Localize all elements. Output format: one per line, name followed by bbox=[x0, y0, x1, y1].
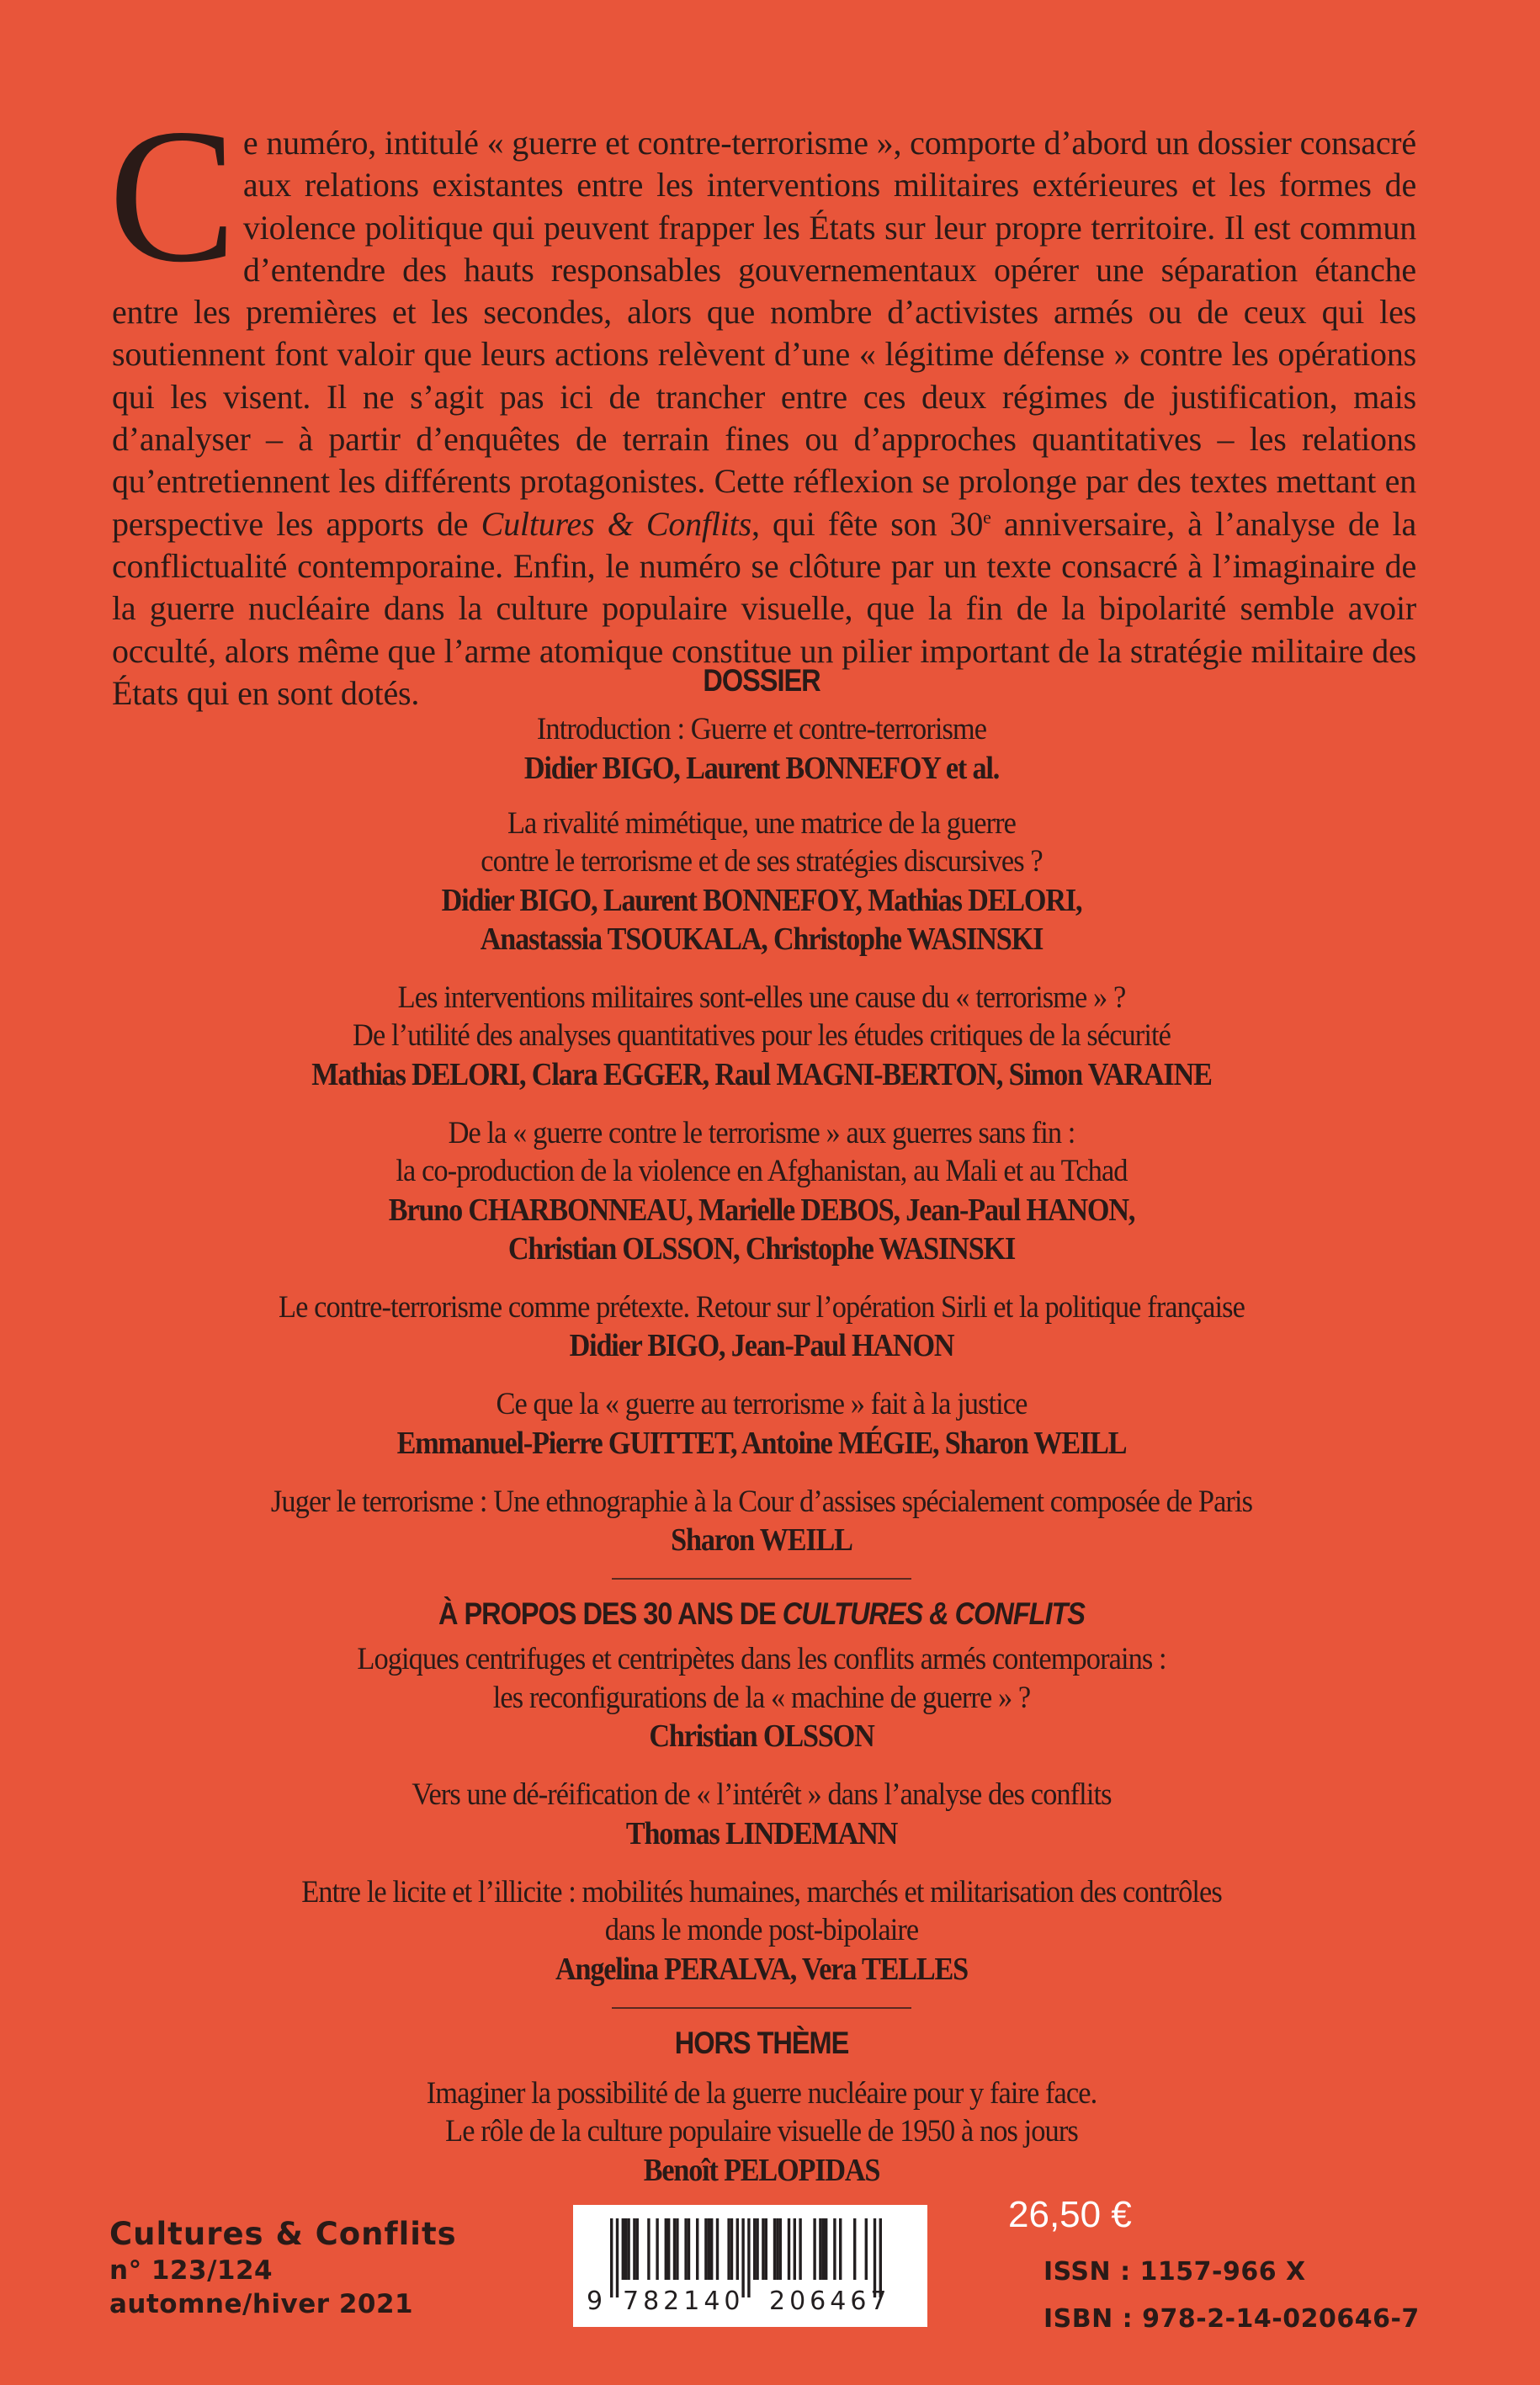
intro-paragraph bbox=[109, 90, 1416, 714]
barcode-bar bbox=[762, 2218, 764, 2280]
barcode-bar bbox=[716, 2218, 719, 2280]
barcode-bar bbox=[736, 2218, 739, 2280]
toc-entry bbox=[109, 805, 1414, 959]
barcode-bar bbox=[704, 2218, 707, 2280]
entry-title: Vers une dé-réification de « l’intérêt » dans l’analyse des conflits bbox=[412, 1777, 1112, 1812]
section-heading: DOSSIER bbox=[703, 663, 820, 698]
barcode-bar bbox=[788, 2218, 790, 2280]
barcode-bar bbox=[656, 2218, 658, 2280]
entry-authors: Angelina PERALVA, Vera TELLES bbox=[555, 1951, 969, 1987]
entry-title: La rivalité mimétique, une matrice de la guerre bbox=[507, 805, 1017, 841]
entry-authors: Mathias DELORI, Clara EGGER, Raul MAGNI-BERTON, Simon VARAINE bbox=[311, 1056, 1212, 1092]
drop-cap: C bbox=[109, 90, 236, 302]
entry-authors: Didier BIGO, Jean-Paul HANON bbox=[569, 1328, 954, 1363]
toc-entry bbox=[109, 979, 1414, 1094]
barcode-bar bbox=[727, 2218, 730, 2280]
heading-journal-title: CULTURES & CONFLITS bbox=[782, 1596, 1085, 1631]
barcode-bar bbox=[825, 2218, 827, 2280]
entry-authors: Benoît PELOPIDAS bbox=[643, 2152, 880, 2188]
barcode-bar bbox=[756, 2218, 758, 2280]
barcode-right-digits: 206467 bbox=[769, 2287, 891, 2316]
entry-title: Logiques centrifuges et centripètes dans les conflits armés contemporains : bbox=[357, 1642, 1166, 1676]
barcode-bar bbox=[776, 2218, 778, 2280]
entry-title: Le rôle de la culture populaire visuelle de 1950 à nos jours bbox=[445, 2114, 1078, 2149]
intro-text-1: e numéro, intitulé « guerre et contre-terrorisme », comporte d’abord un dossier consacré aux relations existantes entre les interventions militaires extérieures et les formes de violence politique qui peuvent frapper les États sur leur propre territoire. Il est commun d’entendre des hauts responsables gouvernementaux opérer une séparation étanche entre les premières et les secondes, alors que nombre d’activistes armés ou de ceux qui les soutiennent font valoir que leurs actions relèvent d’une « légitime défense » contre les opérations qui les visent. Il ne s’agit pas ici de trancher entre ces deux régimes de justification, mais d’analyser – à partir d’enquêtes de terrain fines ou d’approches quantitatives – les relations qu’entretiennent les différents protagonistes. Cette réflexion se prolonge par des textes mettant en perspective les apports de bbox=[112, 124, 1416, 543]
toc-entry bbox=[109, 710, 1414, 788]
entry-title: les reconfigurations de la « machine de guerre » ? bbox=[492, 1680, 1031, 1715]
entry-authors: Christian OLSSON bbox=[649, 1718, 874, 1754]
barcode-bar bbox=[865, 2218, 868, 2280]
table-of-contents bbox=[109, 661, 1414, 2190]
identifiers bbox=[1043, 2249, 1420, 2343]
toc-entry bbox=[109, 1640, 1414, 1756]
section-hors-theme bbox=[109, 2024, 1414, 2190]
barcode-first-digit: 9 bbox=[587, 2287, 603, 2316]
barcode-bar bbox=[710, 2218, 713, 2280]
price: 26,50 € bbox=[1008, 2194, 1132, 2235]
barcode-bar bbox=[633, 2218, 635, 2280]
entry-authors: Sharon WEILL bbox=[671, 1522, 852, 1558]
toc-entry bbox=[109, 1776, 1414, 1853]
intro-superscript: e bbox=[983, 506, 991, 528]
barcode-bar bbox=[730, 2218, 733, 2280]
entry-authors: Anastassia TSOUKALA, Christophe WASINSKI bbox=[480, 921, 1043, 957]
entry-title: contre le terrorisme et de ses stratégies discursives ? bbox=[481, 844, 1043, 879]
barcode-bar bbox=[773, 2218, 776, 2280]
entry-title: Le contre-terrorisme comme prétexte. Retour sur l’opération Sirli et la politique française bbox=[279, 1289, 1245, 1325]
toc-entry bbox=[109, 1288, 1414, 1366]
section-heading: HORS THÈME bbox=[674, 2025, 849, 2060]
barcode-bar bbox=[624, 2218, 627, 2280]
barcode-bar bbox=[839, 2218, 842, 2280]
isbn: ISBN : 978-2-14-020646-7 bbox=[1043, 2304, 1420, 2334]
barcode-bar bbox=[819, 2218, 821, 2280]
barcode-bar bbox=[684, 2218, 687, 2280]
intro-journal-title: Cultures & Conflits bbox=[481, 504, 751, 543]
barcode-bar bbox=[813, 2218, 815, 2280]
barcode-left-digits: 782140 bbox=[623, 2287, 745, 2316]
barcode-bar bbox=[616, 2218, 619, 2297]
barcode-bar bbox=[647, 2218, 650, 2280]
barcode-bar bbox=[688, 2218, 690, 2280]
intro-text-3: anniversaire, à l’analyse de la conflictualité contemporaine. Enfin, le numéro se clôture par un texte consacré à l’imaginaire de la guerre nucléaire dans la culture populaire visuelle, que la fin de la bipolarité semble avoir occulté, alors même que l’arme atomique constitue un pilier important de la stratégie militaire des États qui en sont dotés. bbox=[112, 504, 1416, 712]
barcode bbox=[573, 2205, 927, 2327]
barcode-bar bbox=[665, 2218, 667, 2280]
barcode-bar bbox=[747, 2218, 750, 2297]
issn: ISSN : 1157-966 X bbox=[1043, 2257, 1306, 2287]
journal-name: Cultures & Conflits bbox=[109, 2216, 457, 2252]
barcode-graphic bbox=[573, 2205, 927, 2327]
barcode-bar bbox=[753, 2218, 756, 2280]
entry-title: Ce que la « guerre au terrorisme » fait à la justice bbox=[496, 1387, 1028, 1421]
entry-title: Juger le terrorisme : Une ethnographie à la Cour d’assises spécialement composée de Paris bbox=[270, 1484, 1253, 1519]
barcode-bar bbox=[779, 2218, 782, 2280]
entry-title: Les interventions militaires sont-elles une cause du « terrorisme » ? bbox=[397, 980, 1126, 1015]
entry-title: dans le monde post-bipolaire bbox=[604, 1913, 919, 1947]
barcode-bar bbox=[874, 2218, 876, 2297]
issue-season: automne/hiver 2021 bbox=[109, 2289, 414, 2319]
entry-authors: Thomas LINDEMANN bbox=[625, 1815, 898, 1851]
entry-authors: Emmanuel-Pierre GUITTET, Antoine MÉGIE, Sharon WEILL bbox=[396, 1425, 1127, 1461]
journal-info bbox=[109, 2215, 457, 2321]
barcode-bar bbox=[673, 2218, 676, 2280]
entry-title: Entre le licite et l’illicite : mobilités humaines, marchés et militarisation des contrôles bbox=[301, 1874, 1222, 1910]
entry-authors: Didier BIGO, Laurent BONNEFOY et al. bbox=[523, 750, 1000, 786]
entry-authors: Christian OLSSON, Christophe WASINSKI bbox=[507, 1230, 1016, 1267]
barcode-bar bbox=[799, 2218, 801, 2280]
toc-entry bbox=[109, 1873, 1414, 1989]
barcode-bar bbox=[879, 2218, 882, 2297]
section-dossier bbox=[109, 661, 1414, 1559]
section-heading bbox=[188, 1595, 1336, 1633]
heading-prefix: À PROPOS DES 30 ANS DE bbox=[438, 1596, 783, 1631]
toc-entry bbox=[109, 1114, 1414, 1268]
toc-entry bbox=[109, 1483, 1414, 1560]
issue-number: n° 123/124 bbox=[109, 2255, 273, 2286]
entry-title: Imaginer la possibilité de la guerre nucléaire pour y faire face. bbox=[426, 2075, 1097, 2111]
barcode-bar bbox=[853, 2218, 856, 2280]
barcode-bar bbox=[765, 2218, 767, 2280]
entry-authors: Didier BIGO, Laurent BONNEFOY, Mathias DELORI, bbox=[441, 882, 1082, 918]
barcode-bar bbox=[622, 2218, 624, 2280]
entry-title: Introduction : Guerre et contre-terrorisme bbox=[536, 712, 987, 746]
barcode-bar bbox=[696, 2218, 698, 2280]
barcode-bar bbox=[636, 2218, 639, 2280]
barcode-bar bbox=[627, 2218, 629, 2280]
barcode-bars bbox=[610, 2218, 882, 2297]
barcode-bar bbox=[794, 2218, 796, 2280]
intro-text-2: , qui fête son 30 bbox=[751, 504, 984, 543]
entry-title: De l’utilité des analyses quantitatives pour les études critiques de la sécurité bbox=[353, 1018, 1171, 1053]
toc-entry bbox=[109, 1385, 1414, 1463]
section-anniversary bbox=[109, 1595, 1414, 1989]
barcode-bar bbox=[741, 2218, 744, 2297]
toc-entry bbox=[109, 2074, 1414, 2190]
entry-title: De la « guerre contre le terrorisme » aux guerres sans fin : bbox=[448, 1115, 1075, 1150]
barcode-bar bbox=[822, 2218, 825, 2280]
entry-authors: Bruno CHARBONNEAU, Marielle DEBOS, Jean-Paul HANON, bbox=[388, 1192, 1135, 1228]
barcode-bar bbox=[833, 2218, 836, 2280]
barcode-bar bbox=[708, 2218, 710, 2280]
barcode-bar bbox=[610, 2218, 613, 2297]
barcode-bar bbox=[667, 2218, 670, 2280]
entry-title: la co-production de la violence en Afghanistan, au Mali et au Tchad bbox=[396, 1154, 1128, 1188]
barcode-bar bbox=[676, 2218, 678, 2280]
